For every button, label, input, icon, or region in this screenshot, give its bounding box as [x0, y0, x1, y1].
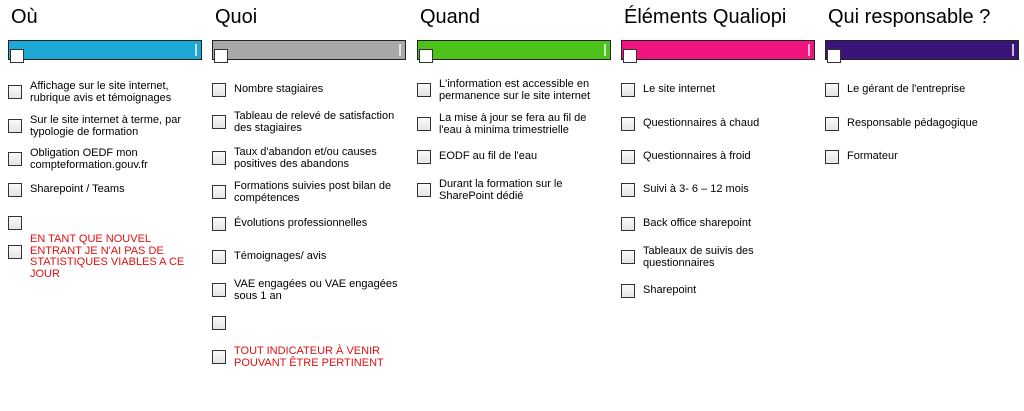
- checklist-item-label: Affichage sur le site internet, rubrique avis et témoignages: [30, 80, 172, 104]
- bar-highlight: [195, 44, 197, 56]
- checklist-item-label: Responsable pédagogique: [847, 117, 978, 129]
- column-title: Éléments Qualiopi: [624, 6, 787, 28]
- checklist-item-label: Back office sharepoint: [643, 217, 752, 229]
- column-title: Où: [11, 6, 38, 28]
- bar-checkbox[interactable]: [827, 49, 841, 63]
- checkbox[interactable]: [621, 183, 635, 197]
- checkbox[interactable]: [8, 216, 22, 230]
- column-color-bar: [212, 40, 406, 60]
- checkbox[interactable]: [212, 83, 226, 97]
- checkbox[interactable]: [417, 150, 431, 164]
- checkbox[interactable]: [212, 250, 226, 264]
- checkbox[interactable]: [8, 119, 22, 133]
- checklist-item-label: Durant la formation sur le SharePoint dédié: [439, 178, 563, 202]
- checklist-item-label: VAE engagées ou VAE engagées sous 1 an: [234, 278, 398, 302]
- checkbox[interactable]: [8, 183, 22, 197]
- bar-checkbox[interactable]: [419, 49, 433, 63]
- column-color-bar: [621, 40, 815, 60]
- checkbox[interactable]: [8, 152, 22, 166]
- checklist-item-label: Nombre stagiaires: [234, 83, 324, 95]
- bar-highlight: [399, 44, 401, 56]
- checkbox[interactable]: [212, 316, 226, 330]
- checklist-item-label: Témoignages/ avis: [234, 250, 327, 262]
- checkbox[interactable]: [417, 83, 431, 97]
- bar-highlight: [604, 44, 606, 56]
- checkbox[interactable]: [621, 217, 635, 231]
- checkbox[interactable]: [212, 115, 226, 129]
- bar-highlight: [1012, 44, 1014, 56]
- checklist-item-label: Obligation OEDF mon compteformation.gouv.fr: [30, 147, 148, 171]
- checkbox[interactable]: [212, 185, 226, 199]
- checkbox[interactable]: [212, 151, 226, 165]
- column-color-bar: [8, 40, 202, 60]
- checklist-item-label: Questionnaires à chaud: [643, 117, 760, 129]
- column-color-bar: [825, 40, 1019, 60]
- column-color-bar: [417, 40, 611, 60]
- checkbox[interactable]: [417, 183, 431, 197]
- checklist-item-label: TOUT INDICATEUR À VENIR POUVANT ÊTRE PERTINENT: [234, 345, 384, 369]
- checklist-item-label: Questionnaires à froid: [643, 150, 751, 162]
- checkbox[interactable]: [212, 217, 226, 231]
- bar-checkbox[interactable]: [10, 49, 24, 63]
- bar-checkbox[interactable]: [214, 49, 228, 63]
- checkbox[interactable]: [8, 85, 22, 99]
- checkbox[interactable]: [212, 283, 226, 297]
- checklist-item-label: Tableaux de suivis des questionnaires: [643, 245, 754, 269]
- checklist-item-label: EODF au fil de l'eau: [439, 150, 538, 162]
- checkbox[interactable]: [621, 83, 635, 97]
- bar-checkbox[interactable]: [623, 49, 637, 63]
- checklist-item-label: Le site internet: [643, 83, 716, 95]
- checklist-item-label: Sharepoint: [643, 284, 697, 296]
- checklist-item-label: L'information est accessible en permanence sur le site internet: [439, 78, 591, 102]
- column-title: Quoi: [215, 6, 258, 28]
- checkbox[interactable]: [212, 350, 226, 364]
- checkbox[interactable]: [621, 284, 635, 298]
- checkbox[interactable]: [417, 117, 431, 131]
- checklist-item-label: Évolutions professionnelles: [234, 217, 368, 229]
- bar-highlight: [808, 44, 810, 56]
- checkbox[interactable]: [621, 150, 635, 164]
- checkbox[interactable]: [825, 150, 839, 164]
- checklist-item-label: Sur le site internet à terme, par typologie de formation: [30, 114, 182, 138]
- checklist-item-label: Le gérant de l'entreprise: [847, 83, 966, 95]
- checkbox[interactable]: [8, 245, 22, 259]
- checklist-item-label: Formations suivies post bilan de compétences: [234, 180, 392, 204]
- column-title: Quand: [420, 6, 481, 28]
- checklist-item-label: La mise à jour se fera au fil de l'eau à minima trimestrielle: [439, 112, 587, 136]
- checkbox[interactable]: [621, 250, 635, 264]
- checklist-item-label: Suivi à 3- 6 – 12 mois: [643, 183, 749, 195]
- checklist-item-label: Sharepoint / Teams: [30, 183, 125, 195]
- checklist-item-label: Taux d'abandon et/ou causes positives des abandons: [234, 146, 377, 170]
- checklist-item-label: Formateur: [847, 150, 898, 162]
- column-title: Qui responsable ?: [828, 6, 991, 28]
- checklist-item-label: EN TANT QUE NOUVEL ENTRANT JE N'AI PAS DE STATISTIQUES VIABLES A CE JOUR: [30, 233, 185, 280]
- checkbox[interactable]: [621, 117, 635, 131]
- checklist-item-label: Tableau de relevé de satisfaction des stagiaires: [234, 110, 395, 134]
- checkbox[interactable]: [825, 117, 839, 131]
- checkbox[interactable]: [825, 83, 839, 97]
